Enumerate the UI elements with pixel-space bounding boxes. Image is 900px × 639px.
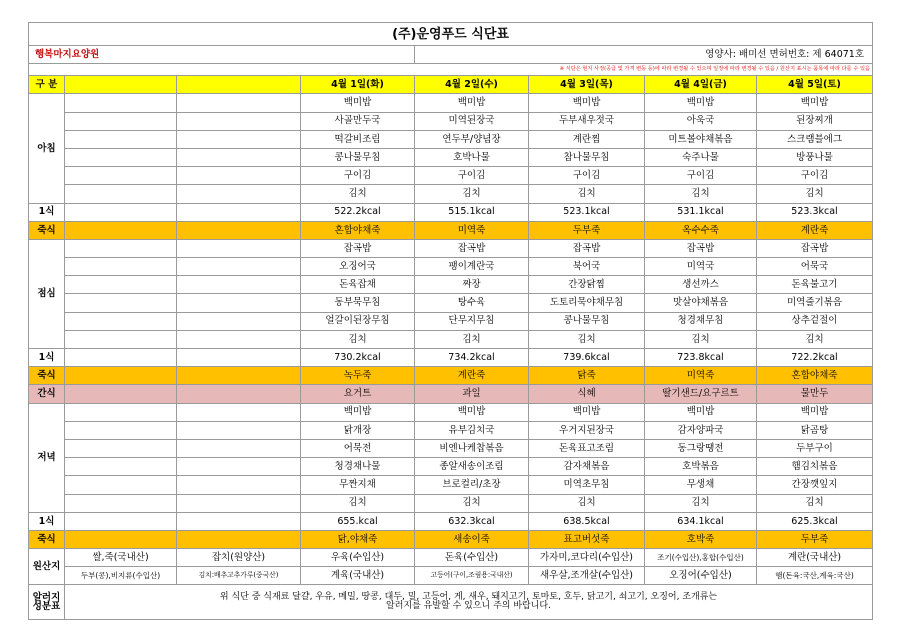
blank-cell — [177, 239, 301, 257]
menu-cell: 돈육잡채 — [301, 276, 415, 294]
lunch-row — [29, 239, 873, 257]
origin-cell: 우육(수입산) — [301, 549, 415, 567]
day-header: 4월 3일(목) — [529, 76, 645, 94]
blank-cell — [65, 512, 177, 530]
menu-cell: 미역초무침 — [529, 476, 645, 494]
menu-cell: 백미밥 — [301, 403, 415, 421]
notice-text: ※ 식단은 현지 사정(공급 및 가격 변동 등)에 따라 변경될 수 있으며 일정에 따라 변경될 수 있음 / 원산지 표시는 품목에 따라 다를 수 있음 — [29, 64, 873, 76]
allergy-text-line: 위 식단 중 식재료 달걀, 우유, 메밀, 땅콩, 대두, 밀, 고등어, 게, 새우, 돼지고기, 토마토, 호두, 닭고기, 쇠고기, 오징어, 조개류는 — [219, 592, 718, 603]
blank-cell — [177, 458, 301, 476]
notice-row — [29, 64, 873, 76]
origin-label: 원산지 — [29, 549, 65, 585]
blank-cell — [65, 458, 177, 476]
menu-cell: 참나물무침 — [529, 148, 645, 166]
origin-cell: 새우살,조개살(수입산) — [529, 567, 645, 585]
menu-cell: 간장깻잎지 — [757, 476, 873, 494]
blank-cell — [65, 239, 177, 257]
menu-cell: 미역된장국 — [415, 112, 529, 130]
dinner-label: 저녁 — [29, 403, 65, 512]
menu-cell: 무생채 — [645, 476, 757, 494]
blank-cell — [65, 94, 177, 112]
blank-cell — [65, 367, 177, 385]
blank-cell — [65, 494, 177, 512]
menu-cell: 아욱국 — [645, 112, 757, 130]
kcal-value: 523.1kcal — [529, 203, 645, 221]
breakfast-row — [29, 167, 873, 185]
menu-cell: 미역국 — [645, 258, 757, 276]
breakfast-porridge-row — [29, 221, 873, 239]
blank-cell — [177, 403, 301, 421]
lunch-kcal-row — [29, 349, 873, 367]
menu-cell: 청경채무침 — [645, 312, 757, 330]
porridge-cell: 혼합야채죽 — [301, 221, 415, 239]
menu-cell: 잡곡밥 — [757, 239, 873, 257]
porridge-cell: 표고버섯죽 — [529, 530, 645, 548]
menu-cell: 잡곡밥 — [415, 239, 529, 257]
porridge-label: 죽식 — [29, 367, 65, 385]
menu-cell: 북어국 — [529, 258, 645, 276]
menu-cell: 감자양파국 — [645, 421, 757, 439]
blank-cell — [177, 130, 301, 148]
menu-cell: 무짠지채 — [301, 476, 415, 494]
blank-cell — [65, 203, 177, 221]
blank-cell — [65, 221, 177, 239]
menu-cell: 오징어국 — [301, 258, 415, 276]
blank-cell — [177, 185, 301, 203]
blank-cell — [65, 312, 177, 330]
blank-cell — [177, 349, 301, 367]
lunch-row — [29, 330, 873, 348]
menu-cell: 햄김치볶음 — [757, 458, 873, 476]
porridge-cell: 두부죽 — [529, 221, 645, 239]
porridge-cell: 옥수수죽 — [645, 221, 757, 239]
menu-cell: 호박나물 — [415, 148, 529, 166]
menu-cell: 상추겉절이 — [757, 312, 873, 330]
blank-cell — [65, 476, 177, 494]
origin-cell: 쌀,죽(국내산) — [65, 549, 177, 567]
menu-cell: 구이김 — [301, 167, 415, 185]
blank-cell — [177, 148, 301, 166]
menu-cell: 브로컬리/초장 — [415, 476, 529, 494]
menu-cell: 잡곡밥 — [645, 239, 757, 257]
kcal-value: 734.2kcal — [415, 349, 529, 367]
lunch-row — [29, 276, 873, 294]
menu-cell: 두부구이 — [757, 439, 873, 457]
menu-cell: 김치 — [757, 185, 873, 203]
blank-cell — [177, 312, 301, 330]
menu-cell: 김치 — [301, 494, 415, 512]
blank-cell — [177, 439, 301, 457]
menu-cell: 맛살야채볶음 — [645, 294, 757, 312]
blank-cell — [65, 258, 177, 276]
menu-cell: 된장찌개 — [757, 112, 873, 130]
menu-cell: 스크램블에그 — [757, 130, 873, 148]
snack-cell: 물만두 — [757, 385, 873, 403]
menu-cell: 잡곡밥 — [301, 239, 415, 257]
menu-sheet — [28, 22, 873, 620]
day-header-row — [29, 76, 873, 94]
breakfast-row — [29, 185, 873, 203]
blank-cell — [65, 130, 177, 148]
menu-cell: 단무지무침 — [415, 312, 529, 330]
blank-cell — [65, 530, 177, 548]
porridge-label: 죽식 — [29, 530, 65, 548]
menu-cell: 어묵국 — [757, 258, 873, 276]
lunch-porridge-row — [29, 367, 873, 385]
menu-cell: 백미밥 — [415, 403, 529, 421]
blank-cell — [177, 530, 301, 548]
blank-cell — [65, 294, 177, 312]
menu-cell: 김치 — [415, 330, 529, 348]
allergy-text-line: 알러지를 유발할 수 있으니 주의 바랍니다. — [386, 601, 551, 612]
menu-cell: 김치 — [529, 494, 645, 512]
menu-cell: 얼갈이된장무침 — [301, 312, 415, 330]
dinner-porridge-row — [29, 530, 873, 548]
origin-cell: 가자미,코다리(수입산) — [529, 549, 645, 567]
category-header: 구 분 — [29, 76, 65, 94]
day-header: 4월 4일(금) — [645, 76, 757, 94]
menu-cell: 김치 — [415, 185, 529, 203]
menu-cell: 콩나물무침 — [301, 148, 415, 166]
origin-cell: 계란(국내산) — [757, 549, 873, 567]
menu-cell: 백미밥 — [645, 403, 757, 421]
menu-cell: 닭곰탕 — [757, 421, 873, 439]
snack-cell: 과일 — [415, 385, 529, 403]
menu-cell: 구이김 — [415, 167, 529, 185]
origin-cell: 햄(돈육:국산,계육:국산) — [757, 567, 873, 585]
blank-cell — [177, 330, 301, 348]
blank-cell — [65, 403, 177, 421]
breakfast-kcal-row — [29, 203, 873, 221]
menu-cell: 숙주나물 — [645, 148, 757, 166]
menu-cell: 방풍나물 — [757, 148, 873, 166]
page-title: (주)운영푸드 식단표 — [29, 23, 873, 46]
porridge-cell: 두부죽 — [757, 530, 873, 548]
dinner-row — [29, 476, 873, 494]
day-header: 4월 2일(수) — [415, 76, 529, 94]
menu-cell: 사골만두국 — [301, 112, 415, 130]
lunch-row — [29, 294, 873, 312]
blank-cell — [65, 439, 177, 457]
menu-cell: 백미밥 — [757, 94, 873, 112]
lunch-row — [29, 258, 873, 276]
porridge-cell: 계란죽 — [415, 367, 529, 385]
day-header: 4월 5일(토) — [757, 76, 873, 94]
porridge-cell: 닭,야채죽 — [301, 530, 415, 548]
origin-cell: 계육(국내산) — [301, 567, 415, 585]
menu-cell: 구이김 — [645, 167, 757, 185]
menu-cell: 김치 — [757, 330, 873, 348]
kcal-value: 722.2kcal — [757, 349, 873, 367]
menu-cell: 도토리묵야채무침 — [529, 294, 645, 312]
day-header: 4월 1일(화) — [301, 76, 415, 94]
porridge-cell: 미역죽 — [415, 221, 529, 239]
kcal-value: 625.3kcal — [757, 512, 873, 530]
porridge-cell: 혼합야채죽 — [757, 367, 873, 385]
dietitian-info: 영양사: 배미선 면허번호: 제 64071호 — [415, 46, 873, 64]
menu-cell: 김치 — [645, 330, 757, 348]
breakfast-row — [29, 130, 873, 148]
dinner-row — [29, 494, 873, 512]
blank-cell — [65, 112, 177, 130]
menu-cell: 연두부/양념장 — [415, 130, 529, 148]
menu-cell: 호박볶음 — [645, 458, 757, 476]
blank-cell — [65, 349, 177, 367]
blank-cell — [177, 167, 301, 185]
menu-cell: 백미밥 — [529, 94, 645, 112]
kcal-label: 1식 — [29, 512, 65, 530]
menu-cell: 돈육표고조림 — [529, 439, 645, 457]
menu-cell: 청경채나물 — [301, 458, 415, 476]
menu-cell: 김치 — [301, 330, 415, 348]
porridge-cell: 호박죽 — [645, 530, 757, 548]
kcal-value: 739.6kcal — [529, 349, 645, 367]
menu-cell: 잡곡밥 — [529, 239, 645, 257]
blank-cell — [177, 476, 301, 494]
snack-cell: 딸기샌드/요구르트 — [645, 385, 757, 403]
menu-cell: 구이김 — [757, 167, 873, 185]
porridge-cell: 새송이죽 — [415, 530, 529, 548]
kcal-value: 531.1kcal — [645, 203, 757, 221]
menu-cell: 김치 — [645, 185, 757, 203]
menu-cell: 김치 — [301, 185, 415, 203]
allergy-label-line: 알러지 — [32, 591, 61, 603]
menu-cell: 김치 — [645, 494, 757, 512]
blank-cell — [177, 94, 301, 112]
menu-cell: 비엔나케찹볶음 — [415, 439, 529, 457]
origin-cell: 돈육(수입산) — [415, 549, 529, 567]
kcal-value: 730.2kcal — [301, 349, 415, 367]
blank-cell — [177, 112, 301, 130]
menu-cell: 김치 — [757, 494, 873, 512]
origin-cell: 김치:배추고추가루(중국산) — [177, 567, 301, 585]
origin-row — [29, 567, 873, 585]
kcal-value: 634.1kcal — [645, 512, 757, 530]
menu-cell: 간장닭찜 — [529, 276, 645, 294]
menu-cell: 백미밥 — [645, 94, 757, 112]
origin-cell: 잡치(원양산) — [177, 549, 301, 567]
porridge-cell: 녹두죽 — [301, 367, 415, 385]
blank-cell — [177, 221, 301, 239]
blank-cell — [177, 294, 301, 312]
blank-cell — [65, 167, 177, 185]
menu-cell: 미트볼야채볶음 — [645, 130, 757, 148]
lunch-label: 점심 — [29, 239, 65, 348]
lunch-row — [29, 312, 873, 330]
menu-cell: 김치 — [415, 494, 529, 512]
facility-name: 행복마지요양원 — [29, 46, 415, 64]
allergy-notice — [65, 585, 873, 620]
breakfast-row — [29, 94, 873, 112]
menu-cell: 김치 — [529, 185, 645, 203]
porridge-cell: 닭죽 — [529, 367, 645, 385]
blank-cell — [177, 203, 301, 221]
menu-cell: 우거지된장국 — [529, 421, 645, 439]
blank-cell — [177, 385, 301, 403]
menu-cell: 감자채볶음 — [529, 458, 645, 476]
snack-cell: 요거트 — [301, 385, 415, 403]
porridge-label: 죽식 — [29, 221, 65, 239]
blank-cell — [65, 385, 177, 403]
blank-cell — [177, 494, 301, 512]
dinner-row — [29, 403, 873, 421]
menu-table — [28, 22, 873, 620]
origin-cell: 조기(수입산),홍합(수입산) — [645, 549, 757, 567]
menu-cell: 유부김치국 — [415, 421, 529, 439]
allergy-row — [29, 585, 873, 620]
origin-cell: 고등어(구이,조림용:국내산) — [415, 567, 529, 585]
menu-cell: 구이김 — [529, 167, 645, 185]
blank-cell — [177, 276, 301, 294]
snack-cell: 식혜 — [529, 385, 645, 403]
allergy-label-line: 성분표 — [32, 601, 61, 613]
kcal-label: 1식 — [29, 203, 65, 221]
origin-row — [29, 549, 873, 567]
blank-cell — [65, 148, 177, 166]
snack-row — [29, 385, 873, 403]
breakfast-row — [29, 148, 873, 166]
kcal-value: 638.5kcal — [529, 512, 645, 530]
dinner-row — [29, 421, 873, 439]
menu-cell: 김치 — [529, 330, 645, 348]
kcal-value: 523.3kcal — [757, 203, 873, 221]
kcal-value: 632.3kcal — [415, 512, 529, 530]
blank-cell — [65, 185, 177, 203]
dinner-kcal-row — [29, 512, 873, 530]
header-blank — [65, 76, 177, 94]
menu-cell: 백미밥 — [757, 403, 873, 421]
blank-cell — [65, 276, 177, 294]
menu-cell: 짜장 — [415, 276, 529, 294]
kcal-label: 1식 — [29, 349, 65, 367]
kcal-value: 515.1kcal — [415, 203, 529, 221]
menu-cell: 계란찜 — [529, 130, 645, 148]
menu-cell: 콩나물무침 — [529, 312, 645, 330]
info-row — [29, 46, 873, 64]
header-blank — [177, 76, 301, 94]
origin-cell: 오징어(수입산) — [645, 567, 757, 585]
blank-cell — [177, 512, 301, 530]
menu-cell: 백미밥 — [529, 403, 645, 421]
blank-cell — [65, 330, 177, 348]
blank-cell — [177, 367, 301, 385]
blank-cell — [65, 421, 177, 439]
breakfast-row — [29, 112, 873, 130]
porridge-cell: 계란죽 — [757, 221, 873, 239]
porridge-cell: 미역죽 — [645, 367, 757, 385]
title-row — [29, 23, 873, 46]
menu-cell: 닭개장 — [301, 421, 415, 439]
menu-cell: 탕수육 — [415, 294, 529, 312]
breakfast-label: 아침 — [29, 94, 65, 203]
kcal-value: 522.2kcal — [301, 203, 415, 221]
menu-cell: 두부새우젓국 — [529, 112, 645, 130]
kcal-value: 723.8kcal — [645, 349, 757, 367]
blank-cell — [177, 421, 301, 439]
menu-cell: 팽이계란국 — [415, 258, 529, 276]
menu-cell: 백미밥 — [415, 94, 529, 112]
menu-cell: 생선까스 — [645, 276, 757, 294]
menu-cell: 어묵전 — [301, 439, 415, 457]
dinner-row — [29, 458, 873, 476]
menu-cell: 떡갈비조림 — [301, 130, 415, 148]
origin-cell: 두부(콩),비지류(수입산) — [65, 567, 177, 585]
menu-cell: 백미밥 — [301, 94, 415, 112]
menu-cell: 동부묵무침 — [301, 294, 415, 312]
dinner-row — [29, 439, 873, 457]
menu-cell: 돈육불고기 — [757, 276, 873, 294]
snack-label: 간식 — [29, 385, 65, 403]
menu-cell: 미역줄기볶음 — [757, 294, 873, 312]
kcal-value: 655.kcal — [301, 512, 415, 530]
menu-cell: 종알새송이조림 — [415, 458, 529, 476]
blank-cell — [177, 258, 301, 276]
allergy-label — [29, 585, 65, 620]
menu-cell: 동그랑땡전 — [645, 439, 757, 457]
